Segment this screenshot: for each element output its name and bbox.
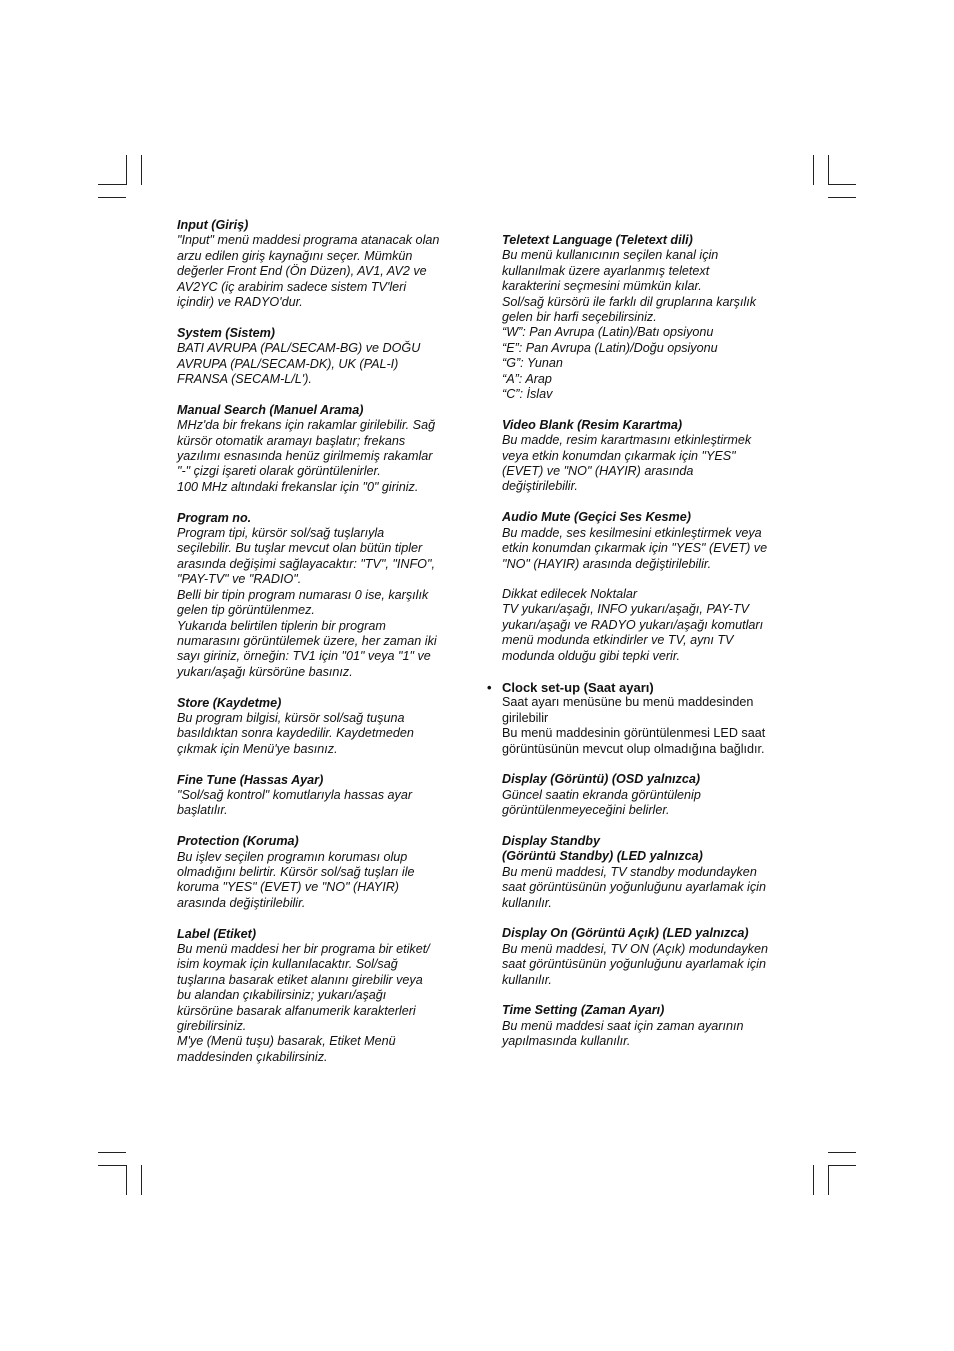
section-title: Video Blank (Resim Karartma) xyxy=(502,417,683,432)
crop-mark xyxy=(828,1165,856,1166)
crop-mark xyxy=(828,184,856,185)
bullet-heading-text: Clock set-up (Saat ayarı) xyxy=(502,679,654,695)
section-display-on xyxy=(502,926,802,988)
section-title: Store (Kaydetme) xyxy=(177,695,282,710)
section-body: "Sol/sağ kontrol" komutlarıyla hassas ayar başlatılır. xyxy=(177,787,413,818)
bullet-body: Saat ayarı menüsüne bu menü maddesinden girilebilir Bu menü maddesinin görüntülenmesi LED saat görüntüsünün mevcut olup olmadığına bağlıdır. xyxy=(502,695,766,756)
right-column xyxy=(487,233,802,1065)
section-store xyxy=(177,696,472,758)
section-title: Manual Search (Manuel Arama) xyxy=(177,402,364,417)
section-body: Güncel saatin ekranda görüntülenip görüntülenmeyeceğini belirler. xyxy=(502,787,701,818)
section-program-no xyxy=(177,511,472,680)
section-body: Bu madde, ses kesilmesini etkinleştirmek veya etkin konumdan çıkarmak için "YES" (EVET) ve "NO" (HAYIR) arasında değiştirilebilir. xyxy=(502,525,768,571)
crop-mark xyxy=(98,1152,126,1153)
section-system xyxy=(177,326,472,388)
crop-mark xyxy=(828,155,829,185)
crop-mark xyxy=(813,155,814,185)
note-title: Dikkat edilecek Noktalar xyxy=(502,586,638,601)
section-video-blank xyxy=(502,418,802,495)
section-title: Label (Etiket) xyxy=(177,926,257,941)
section-body: Bu menü maddesi, TV ON (Açık) modundayken saat görüntüsünün yoğunluğunu ayarlamak için kullanılır. xyxy=(502,941,768,987)
section-title: Display (Görüntü) (OSD yalnızca) xyxy=(502,772,701,787)
section-body: Bu menü kullanıcının seçilen kanal için kullanılmak üzere ayarlanmış teletext karakterini seçmesini mümkün kılar. Sol/sağ kürsörü ile farklı dil gruplarına karşılık gelen bir harfi seçebilirsiniz. “W”: Pan Avrupa (Latin)/Batı opsiyonu “E”: Pan Avrupa (Latin)/Doğu opsiyonu “G”: Yunan “A”: Arap “C”: İslav xyxy=(502,248,757,402)
section-title: Display Standby (Görüntü Standby) (LED yalnızca) xyxy=(502,833,703,864)
section-display-osd xyxy=(502,772,802,818)
section-audio-mute xyxy=(502,510,802,572)
section-protection xyxy=(177,834,472,911)
crop-mark xyxy=(126,1165,127,1195)
crop-mark xyxy=(828,1165,829,1195)
left-column xyxy=(177,218,472,1081)
crop-mark xyxy=(98,1165,126,1166)
section-title: Teletext Language (Teletext dili) xyxy=(502,233,693,247)
section-title: Program no. xyxy=(177,510,252,525)
section-title: Input (Giriş) xyxy=(177,218,249,232)
crop-mark xyxy=(813,1165,814,1195)
bullet-heading xyxy=(487,679,802,695)
section-title: Audio Mute (Geçici Ses Kesme) xyxy=(502,510,691,525)
crop-mark xyxy=(98,197,126,198)
section-title: Protection (Koruma) xyxy=(177,834,299,849)
crop-mark xyxy=(126,155,127,185)
section-title: Time Setting (Zaman Ayarı) xyxy=(502,1003,665,1018)
section-teletext-language xyxy=(502,233,802,402)
section-body: Bu menü maddesi saat için zaman ayarının yapılmasında kullanılır. xyxy=(502,1018,744,1049)
section-title: System (Sistem) xyxy=(177,325,275,340)
section-body: BATI AVRUPA (PAL/SECAM-BG) ve DOĞU AVRUPA (PAL/SECAM-DK), UK (PAL-I) FRANSA (SECAM-L/L'). xyxy=(177,341,421,387)
bullet-dot-icon: • xyxy=(487,679,492,695)
crop-mark xyxy=(828,197,856,198)
crop-mark xyxy=(98,184,126,185)
crop-mark xyxy=(141,155,142,185)
section-fine-tune xyxy=(177,773,472,819)
section-body: Bu madde, resim karartmasını etkinleştirmek veya etkin konumdan çıkarmak için "YES" (EVET) ve "NO" (HAYIR) arasında değiştirilebilir. xyxy=(502,433,752,494)
section-title: Display On (Görüntü Açık) (LED yalnızca) xyxy=(502,926,749,941)
section-clock-setup xyxy=(487,679,802,757)
section-body: Bu işlev seçilen programın koruması olup olmadığını belirtir. Kürsör sol/sağ tuşları ile koruma "YES" (EVET) ve "NO" (HAYIR) arasında değiştirilebilir. xyxy=(177,849,415,910)
section-label xyxy=(177,927,472,1066)
section-display-standby xyxy=(502,834,802,911)
section-body: "Input" menü maddesi programa atanacak olan arzu edilen giriş kaynağını seçer. Mümkün değerler Front End (Ön Düzen), AV1, AV2 ve AV2YC (iç arabirim sadece sistem TV'leri içindir) ve RADYO'dur. xyxy=(177,233,440,310)
section-body: Bu menü maddesi her bir programa bir etiket/ isim koymak için kullanılacaktır. Sol/sağ tuşlarına basarak etiket alanını girebilir veya bu alandan çıkabilirsiniz; yukarı/aşağı kürsörüne basarak alfanumerik karakterleri girebilirsiniz. M'ye (Menü tuşu) basarak, Etiket Menü maddesinden çıkabilirsiniz. xyxy=(177,941,430,1064)
section-title: Fine Tune (Hassas Ayar) xyxy=(177,772,324,787)
section-body: Bu program bilgisi, kürsör sol/sağ tuşuna basıldıktan sonra kaydedilir. Kaydetmeden çıkmak için Menü'ye basınız. xyxy=(177,710,414,756)
section-body: MHz'da bir frekans için rakamlar girilebilir. Sağ kürsör otomatik aramayı başlatır; frekans yazılımı esnasında henüz girilmemiş rakamlar "-" çizgi işareti olarak görüntülenirler. 100 MHz altındaki frekanslar için "0" giriniz. xyxy=(177,418,436,494)
section-input xyxy=(177,218,472,310)
section-body: Program tipi, kürsör sol/sağ tuşlarıyla seçilebilir. Bu tuşlar mevcut olan bütün tipler arasında değişimi sağlayacaktır: "TV", "INFO", "PAY-TV" ve "RADIO". Belli bir tipin program numarası 0 ise, karşılık gelen tip görüntülenmez. Yukarıda belirtilen tiplerin bir program numarasını görüntülemek üzere, her zaman iki sayı giriniz, örneğin: TV1 için "01" veya "1" ve yukarı/aşağı kürsörüne basınız. xyxy=(177,526,437,679)
section-notes xyxy=(502,587,802,664)
section-body: Bu menü maddesi, TV standby modundayken saat görüntüsünün yoğunluğunu ayarlamak için kullanılır. xyxy=(502,864,766,910)
crop-mark xyxy=(828,1152,856,1153)
section-time-setting xyxy=(502,1003,802,1049)
crop-mark xyxy=(141,1165,142,1195)
section-manual-search xyxy=(177,403,472,495)
note-body: TV yukarı/aşağı, INFO yukarı/aşağı, PAY-TV yukarı/aşağı ve RADYO yukarı/aşağı komutları menü modunda etkindirler ve TV, aynı TV modunda olduğu gibi tepki verir. xyxy=(502,602,764,663)
